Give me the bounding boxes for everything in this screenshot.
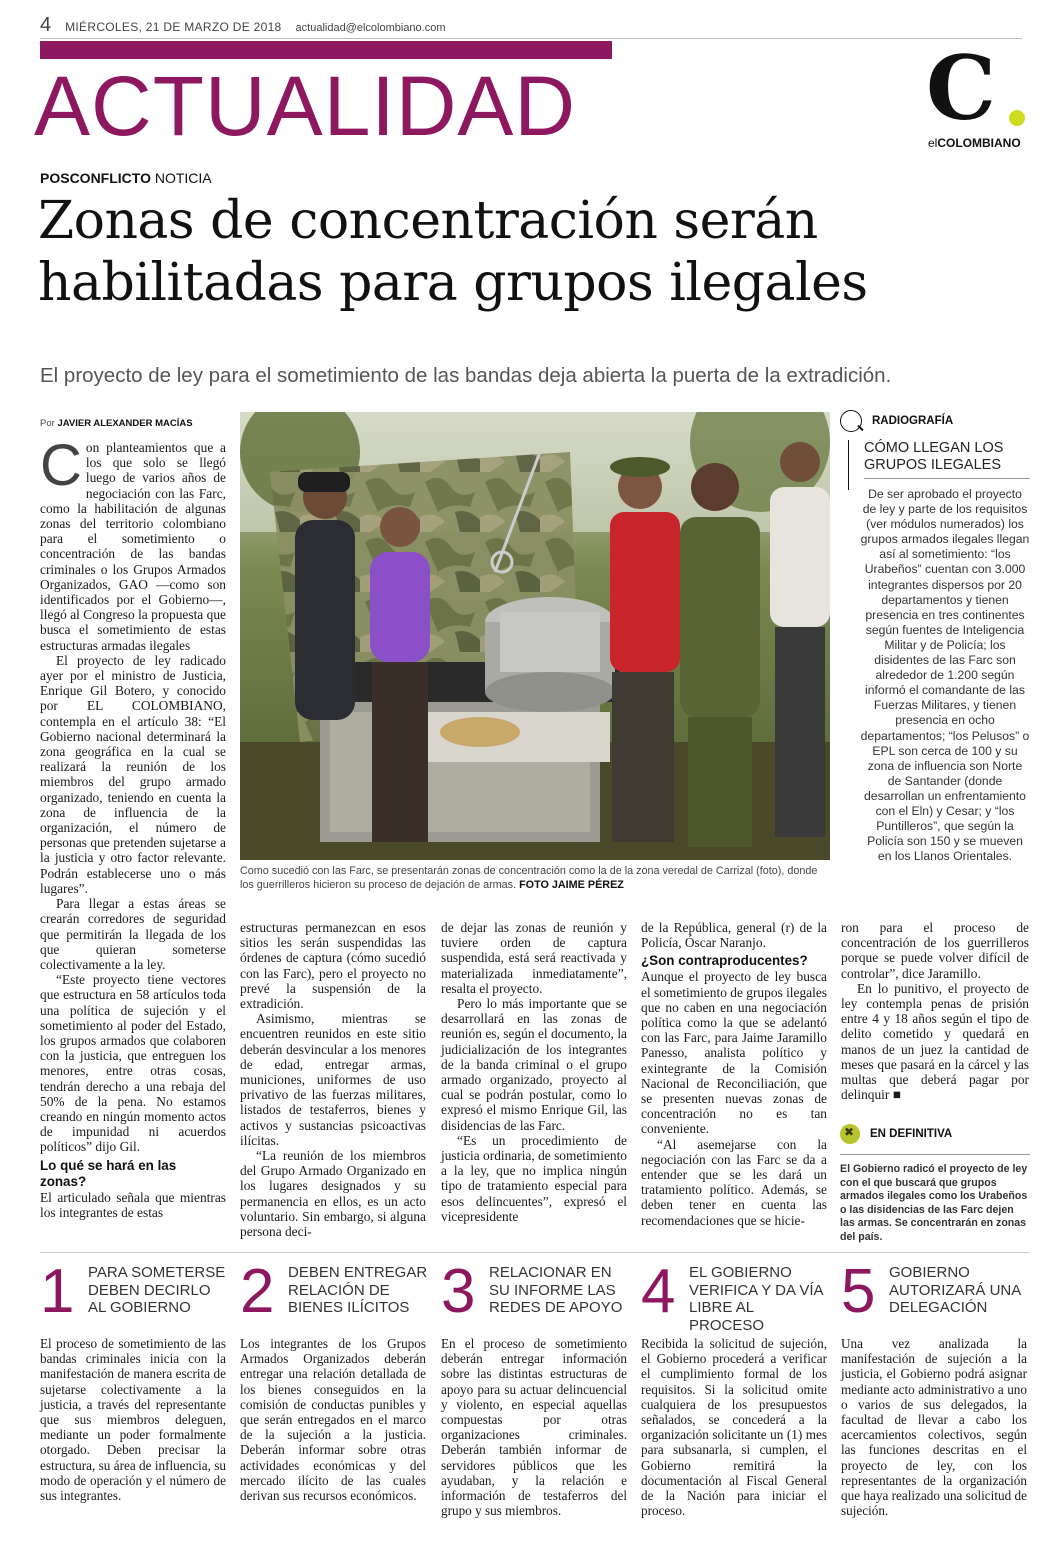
article-headline [38,190,1028,314]
page-number: 4 [40,14,52,36]
paragraph: de la República, general (r) de la Policía, Óscar Naranjo. [641,920,827,951]
article-column-5 [841,920,1029,1102]
sidebar-body: De ser aprobado el proyecto de ley y parte de los requisitos (ver módulos numerados) los grupos armados ilegales llegan así al sometimiento: “los Urabeños” cuentan con 3.000 integrantes dispersos por 20 departamentos y tienen presencia en tres continentes según fuentes de Inteligencia Militar y de Policía; los disidentes de las Farc son alrededor de 1.200 según informó el comandante de las Fuerzas Militares, y tienen presencia en ocho departamentos; “los Pelusos” o EPL son cerca de 100 y su zona de influencia son Norte de Santander (donde desarrollan un enfrentamiento con el Eln) y Cesar; y “los Puntilleros”, que según la Policía son 150 y se mueven en los Llanos Orientales. [860,487,1030,864]
section-title: ACTUALIDAD [34,59,577,153]
paragraph: “La reunión de los miembros del Grupo Armado Organizado en los lugares designados y su permanencia en ellos, es un acto voluntario. Sin embargo, si alguna persona deci- [240,1148,426,1240]
module-number: 1 [40,1257,75,1326]
paragraph: El articulado señala que mientras los integrantes de estas [40,1189,226,1220]
paragraph: “Es un procedimiento de justicia ordinaria, de sometimiento a la ley, que no implica ningún tipo de tratamiento especial para esos delincuentes”, expresó el vicepresidente [441,1132,627,1224]
article-column-1 [40,433,226,1220]
paragraph: “Este proyecto tiene vectores que estructura en 58 artículos toda una política de sujeción y el sometimiento al poder del Estado, los grupos armados que colaboren con la justicia, que entreguen los menores, entre otras cosas, tendrán derecho a una rebaja del 50% de la pena. No estamos creando en ningún momento actos de impunidad ni acuerdos políticos” dijo Gil. [40,972,226,1155]
headline-line-1: Zonas de concentración serán [38,191,818,251]
drop-cap: C [40,433,82,498]
module-text: Una vez analizada la manifestación de sujeción a la justicia, el Gobierno podrá asignar mediante acto administrativo a uno o varios de sus delegados, la facultad de llevar a cabo los acercamientos colectivos, según las funciones descritas en el proyecto de ley, con los representantes de la organización que haya realizado una solicitud de sujeción. [841,1336,1027,1519]
magnifier-icon [840,410,862,432]
radiografia-sidebar [840,410,1030,864]
sidebar-bar [848,440,849,490]
article-column-3 [441,920,627,1224]
module-title: EL GOBIERNO VERIFICA Y DA VÍA LIBRE AL PROCESO [689,1264,823,1334]
paragraph: El proyecto de ley radicado ayer por el ministro de Justicia, Enrique Gil Botero, y conocido por EL COLOMBIANO, contempla en el artículo 38: “El Gobierno nacional determinará la zona geográfica en la cual se realizará la reunión de los miembros del grupo armado organizado, teniendo en cuenta la zona de influencia de la organización, el número de personas que pretenden sujetarse a la justicia y otro factor relevante. Podrán establecerse uno o más lugares”. [40,652,226,896]
photo-image [240,412,830,860]
article-deck: El proyecto de ley para el sometimiento de las bandas deja abierta la puerta de la extradición. [40,364,892,387]
paragraph: de dejar las zonas de reunión y tuviere orden de captura suspendida, está será reactivada y materializada inmediatamente”, resalta el proyecto. [441,920,627,996]
paragraph: “Al asemejarse con la negociación con las Farc se da a entender que se les dará un tratamiento político. Además, se deben tener en cuenta las recomendaciones que se hicie- [641,1136,827,1228]
sidebar-title: CÓMO LLEGAN LOS GRUPOS ILEGALES [864,440,1004,473]
paragraph: Asimismo, mientras se encuentren reunidos en este sitio deberán desvincular a los menores de edad, entregar armas, municiones, uniformes de uso privativo de las fuerzas militares, listados de testaferros, bienes y activos y sustancias psicoactivas ilícitas. [240,1011,426,1148]
paragraph: ron para el proceso de concentración de los guerrilleros porque se puede volver difícil de controlar”, dice Jaramillo. [841,920,1029,981]
sidebar-label: RADIOGRAFÍA [872,415,954,427]
module-text: El proceso de sometimiento de las bandas criminales inicia con la manifestación de manera escrita de sujetarse colectivamente a la justicia, a través del representante que sus miembros deleguen, mediante un poder formalmente otorgado. Deben precisar la estructura, su área de influencia, su modo de operación y el número de sus integrantes. [40,1336,226,1504]
definitiva-label: EN DEFINITIVA [870,1128,953,1140]
module-text: Los integrantes de los Grupos Armados Organizados deberán entregar una relación detallada de los bienes conseguidos en la comisión de conductas punibles y que serán entregados en el marco de la sujeción a la justicia. Deberán informar sobre otras actividades económicas y del mercado ilícito de las cuales derivan sus recursos económicos. [240,1336,426,1504]
module-title: DEBEN ENTREGAR RELACIÓN DE BIENES ILÍCITOS [288,1264,428,1316]
definitiva-text: El Gobierno radicó el proyecto de ley con el que buscará que grupos armados ilegales como los Urabeños o las disidencias de las Farc dejen las armas. Se concentrarán en zonas del país. [840,1154,1030,1245]
logo-brand: elCOLOMBIANO [928,136,1021,150]
module-number: 3 [441,1257,476,1326]
article-kicker [40,170,212,186]
module-title: RELACIONAR EN SU INFORME LAS REDES DE APOYO [489,1264,623,1316]
module-number: 2 [240,1257,275,1326]
byline: Por JAVIER ALEXANDER MACÍAS [40,418,193,429]
article-photo [240,412,830,860]
module-text: En el proceso de sometimiento deberán entregar información sobre las distintas estructuras de apoyo para su actuar delincuencial y violento, en especial aquellas compuestas por otras organizaciones criminales. Deberán también informar de servidores públicos que les ayudaban, y la relación e información de testaferros del grupo y sus miembros. [441,1336,627,1519]
article-column-2 [240,920,426,1239]
paragraph: Para llegar a estas áreas se crearán corredores de seguridad que permitirán la llegada de los que quieran someterse colectivamente a la ley. [40,896,226,972]
paragraph: Aunque el proyecto de ley busca el sometimiento de grupos ilegales que no caben en una negociación política como la que se adelantó con las Farc, para Jaime Jaramillo Panesso, analista político y exintegrante de la Comisión Nacional de Reconciliación, que se presenten nuevas zonas de concentración no es tan conveniente. [641,969,827,1137]
page-header [40,14,1022,36]
module-number: 5 [841,1257,876,1326]
newspaper-logo [926,36,1026,154]
kicker-topic: POSCONFLICTO [40,170,151,186]
module-title: PARA SOMETERSE DEBEN DECIRLO AL GOBIERNO [88,1264,226,1316]
author-name: JAVIER ALEXANDER MACÍAS [57,418,193,429]
headline-line-2: habilitadas para grupos ilegales [38,253,868,313]
en-definitiva-box [840,1124,1030,1245]
paragraph: on planteamientos que a los que solo se llegó luego de varios años de negociación con las Farc, como la habilitación de algunas zonas del territorio colombiano para el sometimiento o concentración de las bandas criminales o los Grupos Armados Organizados, GAO —como son identificados por el Gobierno—, llegó al Congreso la propuesta que busca el sometimiento de estas estructuras armadas ilegales [40,440,226,653]
paragraph: estructuras permanezcan en esos sitios les serán suspendidas las órdenes de captura (cómo sucedió con las Farc), pero el proyecto no prevé la suspensión de la extradición. [240,920,426,1012]
definitiva-icon [840,1124,860,1144]
logo-letter: C [926,36,997,140]
section-color-bar [40,41,612,59]
photo-caption: Como sucedió con las Farc, se presentarán zonas de concentración como la de la zona veredal de Carrizal (foto), donde los guerrilleros hicieron su proceso de dejación de armas. FOTO JAIME PÉREZ [240,865,818,891]
subheading: ¿Son contraproducentes? [641,953,808,969]
article-column-4 [641,920,827,1228]
sidebar-rule [864,478,1030,479]
module-number: 4 [641,1257,676,1326]
photo-credit: FOTO JAIME PÉREZ [519,879,624,891]
kicker-type: NOTICIA [154,170,212,186]
subheading: Lo qué se hará en las zonas? [40,1157,177,1189]
paragraph: En lo punitivo, el proyecto de ley contempla penas de prisión entre 4 y 18 años según el tipo de delito cometido y quedará en manos de un juez la cantidad de meses que pasará en la cárcel y las multas que deberá pagar por delinquir ■ [841,980,1029,1103]
paragraph: Pero lo más importante que se desarrollará en las zonas de reunión es, según el documento, la judicialización de los integrantes de la banda criminal o el grupo armado organizado, proyecto al cual se podrán postular, como lo expresó el mismo Enrique Gil, las disidencias de las Farc. [441,996,627,1133]
module-text: Recibida la solicitud de sujeción, el Gobierno procederá a verificar el cumplimiento formal de los requisitos. Si la solicitud omite cualquiera de los presupuestos señalados, se concederá a la organización solicitante un (1) mes para subsanarla, si cumplen, el Gobierno remitirá la documentación al Fiscal General de la Nación para iniciar el proceso. [641,1336,827,1519]
issue-date: MIÉRCOLES, 21 DE MARZO DE 2018 [65,20,282,34]
logo-dot-icon [1009,110,1025,126]
header-rule [40,38,1022,39]
section-email[interactable]: actualidad@elcolombiano.com [295,22,446,34]
modules-divider [40,1252,1030,1253]
module-title: GOBIERNO AUTORIZARÁ UNA DELEGACIÓN [889,1264,1021,1316]
